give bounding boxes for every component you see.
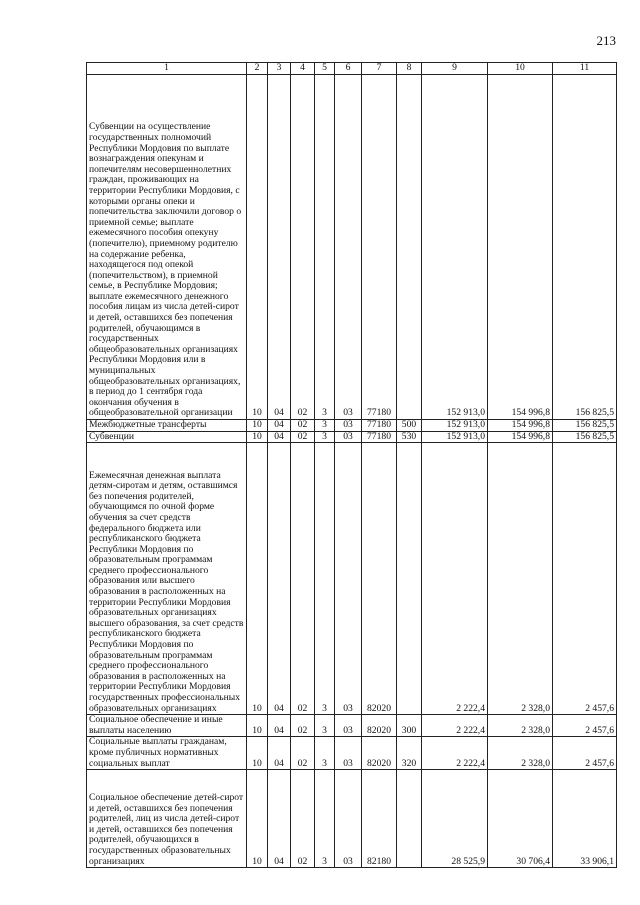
cell-main-event: 03 <box>335 431 362 443</box>
cell-amount-2: 154 996,8 <box>488 75 553 420</box>
cell-subprogram: 3 <box>315 770 335 868</box>
cell-amount-1: 152 913,0 <box>422 420 488 432</box>
column-header: 6 <box>335 63 362 75</box>
column-header: 2 <box>247 63 268 75</box>
cell-program: 02 <box>291 431 315 443</box>
table-row <box>87 431 617 443</box>
row-name: Социальное обеспечение детей-сирот и детей, оставшихся без попечения родителей, лиц из числа детей-сирот и детей, оставшихся без попечения родителей, обучающихся в государственных образовательных организациях <box>87 770 247 868</box>
table-row <box>87 420 617 432</box>
table-row <box>87 770 617 868</box>
cell-program: 02 <box>291 443 315 715</box>
cell-section: 10 <box>247 715 268 737</box>
column-header: 11 <box>553 63 617 75</box>
cell-subprogram: 3 <box>315 737 335 770</box>
column-header: 3 <box>268 63 291 75</box>
row-name: Субвенции <box>87 431 247 443</box>
cell-direction: 77180 <box>362 420 397 432</box>
column-header: 7 <box>362 63 397 75</box>
cell-amount-2: 30 706,4 <box>488 770 553 868</box>
cell-amount-3: 156 825,5 <box>553 75 617 420</box>
cell-subprogram: 3 <box>315 715 335 737</box>
cell-direction: 82020 <box>362 737 397 770</box>
cell-main-event: 03 <box>335 75 362 420</box>
cell-subsection: 04 <box>268 431 291 443</box>
cell-amount-2: 2 328,0 <box>488 443 553 715</box>
cell-subprogram: 3 <box>315 75 335 420</box>
cell-expense-type: 320 <box>397 737 422 770</box>
cell-program: 02 <box>291 420 315 432</box>
cell-amount-3: 33 906,1 <box>553 770 617 868</box>
cell-program: 02 <box>291 715 315 737</box>
cell-subprogram: 3 <box>315 431 335 443</box>
table-row <box>87 75 617 420</box>
cell-expense-type <box>397 443 422 715</box>
cell-amount-1: 152 913,0 <box>422 431 488 443</box>
cell-amount-2: 154 996,8 <box>488 431 553 443</box>
cell-amount-2: 2 328,0 <box>488 715 553 737</box>
cell-direction: 77180 <box>362 431 397 443</box>
cell-expense-type: 530 <box>397 431 422 443</box>
cell-amount-1: 152 913,0 <box>422 75 488 420</box>
column-header: 1 <box>87 63 247 75</box>
cell-program: 02 <box>291 75 315 420</box>
column-header: 8 <box>397 63 422 75</box>
row-name: Социальные выплаты гражданам, кроме публичных нормативных социальных выплат <box>87 737 247 770</box>
cell-subsection: 04 <box>268 443 291 715</box>
column-header: 4 <box>291 63 315 75</box>
cell-section: 10 <box>247 737 268 770</box>
table-row <box>87 443 617 715</box>
cell-subprogram: 3 <box>315 443 335 715</box>
cell-main-event: 03 <box>335 737 362 770</box>
cell-expense-type <box>397 75 422 420</box>
cell-amount-2: 2 328,0 <box>488 737 553 770</box>
row-name: Межбюджетные трансферты <box>87 420 247 432</box>
row-name: Ежемесячная денежная выплата детям-сиротам и детям, оставшимся без попечения родителей, обучающимся по очной форме обучения за счет средств федерального бюджета или республиканского бюджета Республики Мордовия по образовательным программам среднего профессионального образования или высшего образования в расположенных на территории Республики Мордовия образовательных организациях высшего образования, за счет средств республиканского бюджета Республики Мордовия по образовательным программам среднего профессионального образования в расположенных на территории Республики Мордовия государственных профессиональных образовательных организациях <box>87 443 247 715</box>
cell-amount-3: 2 457,6 <box>553 715 617 737</box>
cell-expense-type: 300 <box>397 715 422 737</box>
cell-main-event: 03 <box>335 420 362 432</box>
cell-amount-3: 2 457,6 <box>553 737 617 770</box>
table-row <box>87 737 617 770</box>
cell-main-event: 03 <box>335 770 362 868</box>
cell-section: 10 <box>247 420 268 432</box>
cell-amount-1: 2 222,4 <box>422 715 488 737</box>
cell-main-event: 03 <box>335 715 362 737</box>
cell-subsection: 04 <box>268 737 291 770</box>
cell-amount-3: 2 457,6 <box>553 443 617 715</box>
cell-section: 10 <box>247 431 268 443</box>
cell-program: 02 <box>291 737 315 770</box>
budget-table <box>86 62 617 868</box>
column-header: 5 <box>315 63 335 75</box>
cell-amount-3: 156 825,5 <box>553 420 617 432</box>
cell-section: 10 <box>247 770 268 868</box>
cell-main-event: 03 <box>335 443 362 715</box>
cell-subsection: 04 <box>268 75 291 420</box>
cell-program: 02 <box>291 770 315 868</box>
row-name: Социальное обеспечение и иные выплаты населению <box>87 715 247 737</box>
cell-amount-1: 2 222,4 <box>422 443 488 715</box>
column-header: 10 <box>488 63 553 75</box>
cell-direction: 82020 <box>362 715 397 737</box>
cell-expense-type: 500 <box>397 420 422 432</box>
column-header: 9 <box>422 63 488 75</box>
cell-direction: 82180 <box>362 770 397 868</box>
row-name: Субвенции на осуществление государственных полномочий Республики Мордовия по выплате вознаграждения опекунам и попечителям несовершеннолетних граждан, проживающих на территории Республики Мордовия, с которыми органы опеки и попечительства заключили договор о приемной семье; выплате ежемесячного пособия опекуну (попечителю), приемному родителю на содержание ребенка, находящегося под опекой (попечительством), в приемной семье, в Республике Мордовия; выплате ежемесячного денежного пособия лицам из числа детей-сирот и детей, оставшихся без попечения родителей, обучающимся в государственных общеобразовательных организациях Республики Мордовия или в муниципальных общеобразовательных организациях, в период до 1 сентября года окончания обучения в общеобразовательной организации <box>87 75 247 420</box>
cell-subsection: 04 <box>268 770 291 868</box>
cell-section: 10 <box>247 443 268 715</box>
cell-section: 10 <box>247 75 268 420</box>
table-header-row <box>87 63 617 75</box>
cell-expense-type <box>397 770 422 868</box>
page-number: 213 <box>596 33 616 48</box>
cell-subsection: 04 <box>268 420 291 432</box>
cell-amount-3: 156 825,5 <box>553 431 617 443</box>
cell-amount-2: 154 996,8 <box>488 420 553 432</box>
cell-subsection: 04 <box>268 715 291 737</box>
table-row <box>87 715 617 737</box>
cell-direction: 82020 <box>362 443 397 715</box>
cell-amount-1: 28 525,9 <box>422 770 488 868</box>
cell-subprogram: 3 <box>315 420 335 432</box>
cell-amount-1: 2 222,4 <box>422 737 488 770</box>
cell-direction: 77180 <box>362 75 397 420</box>
